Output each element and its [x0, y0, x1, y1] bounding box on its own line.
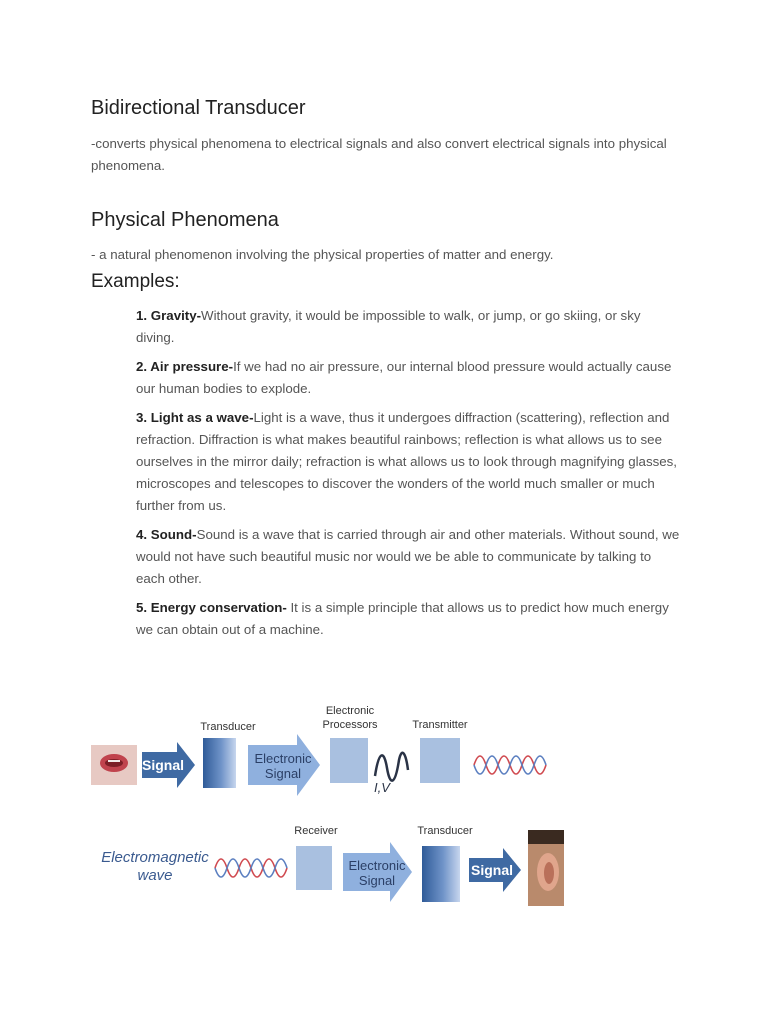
item-label: 2. Air pressure-	[136, 359, 234, 374]
signal-arrow-label: Signal	[470, 862, 514, 878]
processors-box	[330, 738, 368, 783]
list-item	[136, 524, 681, 590]
heading-examples: Examples:	[91, 271, 180, 292]
transducer-label: Transducer	[200, 721, 256, 733]
list-item	[136, 356, 681, 400]
item-text: It is a simple principle that allows us to predict how much energy we can obtain out of a machine.	[136, 600, 669, 637]
heading-physical-phenomena: Physical Phenomena	[91, 209, 279, 231]
waveform-icon	[375, 753, 408, 781]
transducer-diagram	[0, 690, 768, 920]
transducer-box	[203, 738, 236, 788]
transmitter-label: Transmitter	[412, 719, 468, 731]
processors-label-line2: Processors	[322, 719, 378, 731]
item-text: Light is a wave, thus it undergoes diffraction (scattering), reflection and refraction. Diffraction is what makes beautiful rainbows; reflection is what allows us to see ourselves in the mirror daily; refraction is what allows us to look through magnifying glasses, microscopes and telescopes to discover the wonders of the world much smaller or much further from us.	[136, 410, 677, 513]
transducer-box	[422, 846, 460, 902]
item-label: 3. Light as a wave-	[136, 410, 254, 425]
item-label: 5. Energy conservation-	[136, 600, 287, 615]
ear-image	[528, 830, 564, 906]
receiver-box	[296, 846, 332, 890]
em-wave-label-line1: Electromagnetic	[101, 849, 209, 866]
signal-arrow-label: Signal	[141, 757, 185, 773]
list-item	[136, 597, 681, 641]
heading-bidirectional-transducer: Bidirectional Transducer	[91, 97, 306, 119]
signal-arrow	[469, 848, 521, 892]
electronic-signal-line1: Electronic	[254, 751, 312, 766]
item-text: If we had no air pressure, our internal blood pressure would actually cause our human bodies to explode.	[136, 359, 672, 396]
item-text: Without gravity, it would be impossible to walk, or jump, or go skiing, or sky diving.	[136, 308, 641, 345]
receiver-label: Receiver	[294, 825, 338, 837]
item-text: Sound is a wave that is carried through air and other materials. Without sound, we would not have such beautiful music nor would we be able to communicate by talking to each other.	[136, 527, 680, 586]
mouth-image	[91, 745, 137, 785]
electronic-signal-line2: Signal	[264, 766, 302, 781]
item-label: 4. Sound-	[136, 527, 197, 542]
list-item	[136, 305, 681, 349]
bidirectional-description: -converts physical phenomena to electrical signals and also convert electrical signals into physical phenomena.	[91, 136, 667, 173]
item-label: 1. Gravity-	[136, 308, 202, 323]
list-item	[136, 407, 681, 517]
transducer-label: Transducer	[417, 825, 473, 837]
signal-arrow	[142, 742, 195, 788]
examples-list	[136, 305, 681, 648]
phenomena-description: - a natural phenomenon involving the physical properties of matter and energy.	[91, 247, 554, 262]
electronic-signal-arrow	[248, 734, 320, 796]
electronic-signal-line1: Electronic	[348, 858, 406, 873]
processors-label-line1: Electronic	[325, 705, 375, 717]
iv-label: I,V	[374, 780, 390, 795]
transmitter-box	[420, 738, 460, 783]
electronic-signal-arrow	[343, 842, 412, 902]
electromagnetic-wave-icon	[474, 756, 546, 774]
electronic-signal-line2: Signal	[358, 873, 396, 888]
em-wave-label-line2: wave	[137, 867, 173, 884]
electromagnetic-wave-icon	[215, 859, 287, 877]
